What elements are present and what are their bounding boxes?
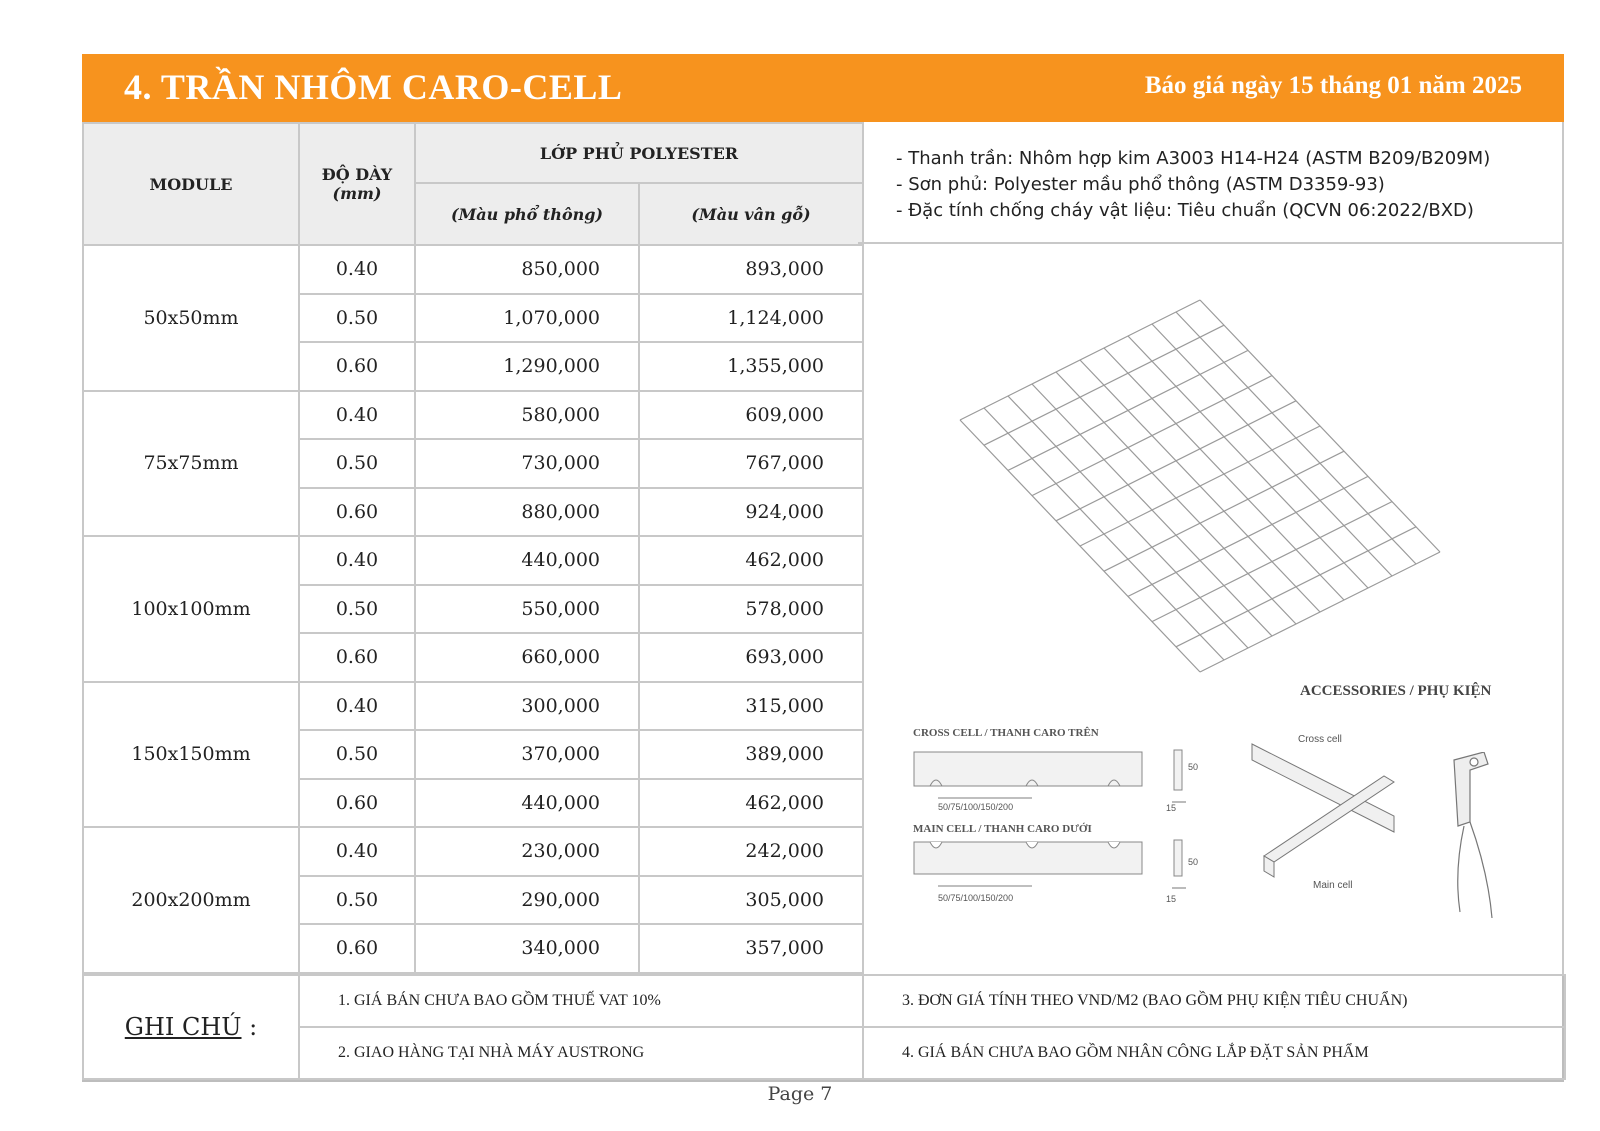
col-header-wood-color: (Màu vân gỗ) — [639, 183, 863, 245]
cross-cell-height: 50 — [1188, 762, 1199, 772]
wood-price-cell: 1,124,000 — [639, 294, 863, 343]
hanger-clip-drawing — [1448, 752, 1508, 922]
common-price-cell: 730,000 — [415, 439, 639, 488]
common-price-cell: 850,000 — [415, 245, 639, 294]
wood-price-cell: 924,000 — [639, 488, 863, 537]
cell-joint-drawing — [1244, 736, 1414, 886]
thickness-unit: (mm) — [332, 184, 382, 203]
cross-cell-width: 15 — [1166, 803, 1177, 813]
common-price-cell: 440,000 — [415, 536, 639, 585]
note-4: 4. GIÁ BÁN CHƯA BAO GỒM NHÂN CÔNG LẮP ĐẶT SẢN PHẨM — [863, 1027, 1565, 1079]
thickness-cell: 0.50 — [299, 730, 415, 779]
col-header-coating: LỚP PHỦ POLYESTER — [415, 123, 863, 183]
ceiling-grid-illustration — [900, 280, 1500, 680]
section-header — [82, 54, 1564, 122]
accessories-title: ACCESSORIES / PHỤ KIỆN — [1300, 683, 1492, 699]
main-cell-sizes: 50/75/100/150/200 — [938, 893, 1014, 903]
thickness-cell: 0.60 — [299, 342, 415, 391]
table-row — [83, 391, 863, 440]
wood-price-cell: 305,000 — [639, 876, 863, 925]
thickness-cell: 0.60 — [299, 924, 415, 973]
thickness-cell: 0.60 — [299, 633, 415, 682]
wood-price-cell: 357,000 — [639, 924, 863, 973]
wood-price-cell: 315,000 — [639, 682, 863, 731]
module-cell: 50x50mm — [83, 245, 299, 391]
price-table — [82, 122, 864, 974]
common-price-cell: 370,000 — [415, 730, 639, 779]
notes-table — [82, 974, 1566, 1080]
thickness-cell: 0.50 — [299, 439, 415, 488]
page-number: Page 7 — [767, 1083, 833, 1105]
cross-cell-sizes: 50/75/100/150/200 — [938, 802, 1014, 812]
module-cell: 100x100mm — [83, 536, 299, 682]
col-header-module: MODULE — [83, 123, 299, 245]
thickness-cell: 0.40 — [299, 245, 415, 294]
notes-label-text: GHI CHÚ — [124, 1013, 242, 1041]
main-cell-callout: Main cell — [1313, 880, 1353, 891]
wood-price-cell: 767,000 — [639, 439, 863, 488]
wood-price-cell: 578,000 — [639, 585, 863, 634]
spec-list — [858, 122, 1564, 244]
wood-price-cell: 389,000 — [639, 730, 863, 779]
note-1: 1. GIÁ BÁN CHƯA BAO GỒM THUẾ VAT 10% — [299, 975, 863, 1027]
wood-price-cell: 609,000 — [639, 391, 863, 440]
thickness-cell: 0.40 — [299, 682, 415, 731]
main-cell-label: MAIN CELL / THANH CARO DƯỚI — [913, 823, 1092, 835]
common-price-cell: 1,070,000 — [415, 294, 639, 343]
note-2: 2. GIAO HÀNG TẠI NHÀ MÁY AUSTRONG — [299, 1027, 863, 1079]
common-price-cell: 290,000 — [415, 876, 639, 925]
wood-price-cell: 462,000 — [639, 536, 863, 585]
table-row — [83, 536, 863, 585]
module-cell: 75x75mm — [83, 391, 299, 537]
notes-label — [83, 975, 299, 1079]
common-price-cell: 440,000 — [415, 779, 639, 828]
common-price-cell: 580,000 — [415, 391, 639, 440]
table-row — [83, 827, 863, 876]
module-cell: 200x200mm — [83, 827, 299, 973]
cross-cell-label: CROSS CELL / THANH CARO TRÊN — [913, 727, 1099, 739]
spec-line: - Đặc tính chống cháy vật liệu: Tiêu chuẩn (QCVN 06:2022/BXD) — [896, 200, 1474, 221]
common-price-cell: 660,000 — [415, 633, 639, 682]
wood-price-cell: 462,000 — [639, 779, 863, 828]
main-cell-height: 50 — [1188, 857, 1199, 867]
cross-cell-callout: Cross cell — [1298, 734, 1342, 745]
wood-price-cell: 1,355,000 — [639, 342, 863, 391]
thickness-cell: 0.40 — [299, 536, 415, 585]
main-cell-width: 15 — [1166, 894, 1177, 904]
price-body — [83, 245, 863, 973]
common-price-cell: 880,000 — [415, 488, 639, 537]
wood-price-cell: 242,000 — [639, 827, 863, 876]
thickness-cell: 0.50 — [299, 876, 415, 925]
wood-price-cell: 893,000 — [639, 245, 863, 294]
table-row — [83, 682, 863, 731]
thickness-cell: 0.60 — [299, 779, 415, 828]
thickness-cell: 0.50 — [299, 294, 415, 343]
quote-date: Báo giá ngày 15 tháng 01 năm 2025 — [1144, 72, 1522, 99]
wood-price-cell: 693,000 — [639, 633, 863, 682]
thickness-cell: 0.40 — [299, 391, 415, 440]
module-cell: 150x150mm — [83, 682, 299, 828]
thickness-cell: 0.40 — [299, 827, 415, 876]
common-price-cell: 1,290,000 — [415, 342, 639, 391]
section-title: 4. TRẦN NHÔM CARO-CELL — [124, 67, 623, 107]
thickness-label: ĐỘ DÀY — [321, 165, 393, 184]
spec-line: - Sơn phủ: Polyester mầu phổ thông (ASTM D3359-93) — [896, 174, 1385, 195]
common-price-cell: 300,000 — [415, 682, 639, 731]
col-header-common-color: (Màu phổ thông) — [415, 183, 639, 245]
notes-label-colon: : — [241, 1013, 258, 1041]
table-row — [83, 245, 863, 294]
common-price-cell: 550,000 — [415, 585, 639, 634]
common-price-cell: 340,000 — [415, 924, 639, 973]
col-header-thickness — [299, 123, 415, 245]
spec-line: - Thanh trần: Nhôm hợp kim A3003 H14-H24 (ASTM B209/B209M) — [896, 148, 1491, 169]
common-price-cell: 230,000 — [415, 827, 639, 876]
thickness-cell: 0.50 — [299, 585, 415, 634]
note-3: 3. ĐƠN GIÁ TÍNH THEO VND/M2 (BAO GỒM PHỤ KIỆN TIÊU CHUẨN) — [863, 975, 1565, 1027]
thickness-cell: 0.60 — [299, 488, 415, 537]
